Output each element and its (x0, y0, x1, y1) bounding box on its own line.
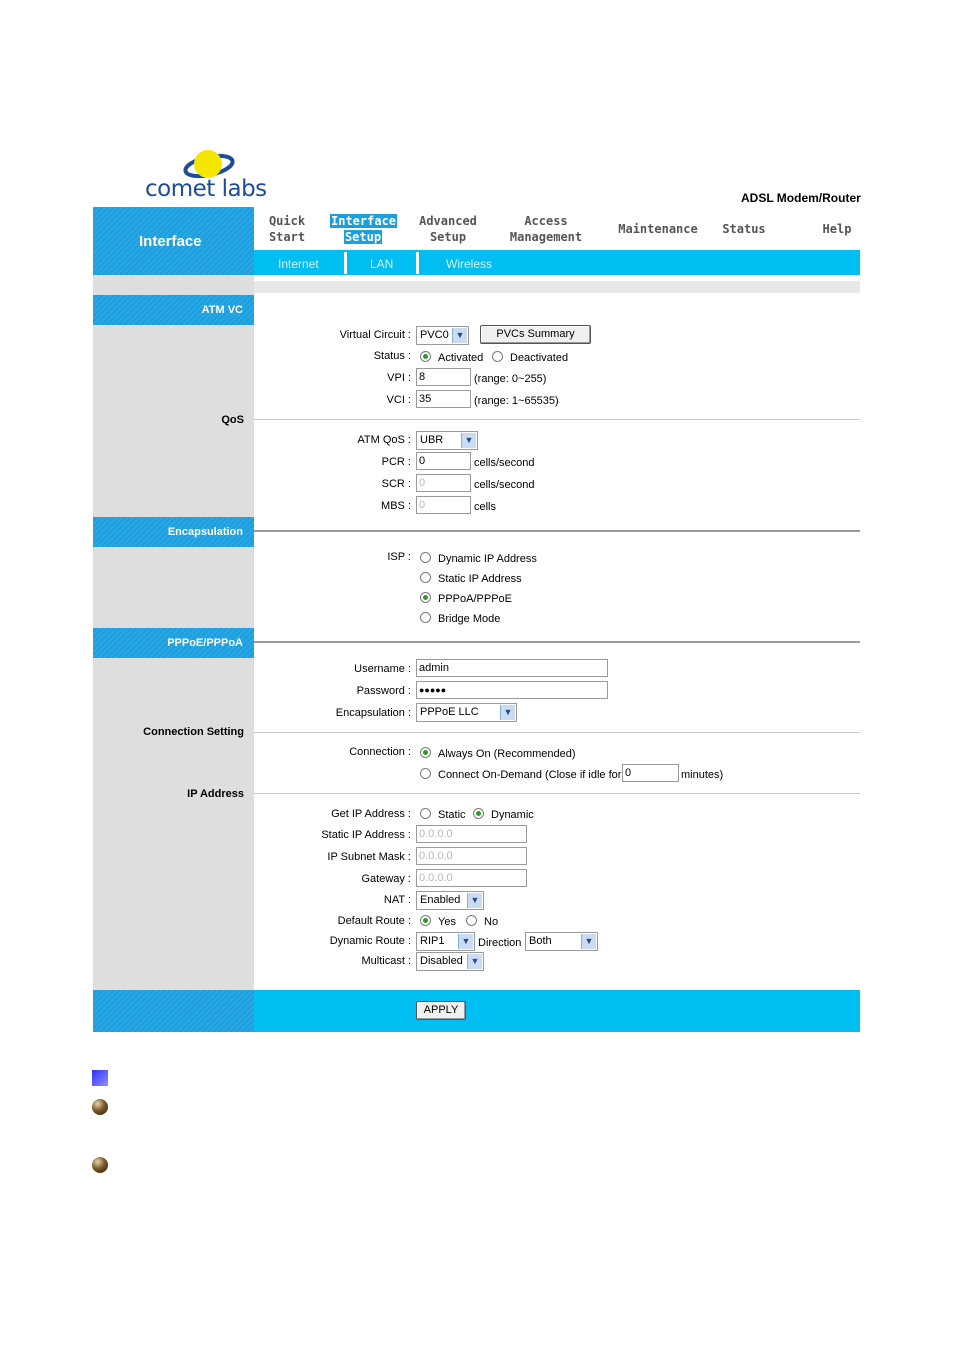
static-ip-label: Static IP Address : (321, 829, 411, 841)
subnet-mask-input[interactable]: 0.0.0.0 (416, 847, 527, 865)
dynamic-route-select[interactable]: RIP1 ▼ (416, 932, 475, 951)
section-ip-address-label: IP Address (187, 788, 244, 800)
vci-range: (range: 1~65535) (474, 395, 559, 407)
connection-label: Connection : (349, 746, 411, 758)
footer-bar (254, 990, 860, 1032)
default-route-label: Default Route : (337, 915, 411, 927)
vci-input[interactable]: 35 (416, 390, 471, 408)
multicast-label: Multicast : (361, 955, 411, 967)
mbs-label: MBS : (381, 500, 411, 512)
always-on-radio[interactable] (420, 747, 431, 758)
apply-button[interactable]: APPLY (416, 1001, 466, 1020)
gateway-input[interactable]: 0.0.0.0 (416, 869, 527, 887)
ip-static-label: Static (438, 809, 466, 821)
ip-dynamic-label: Dynamic (491, 809, 534, 821)
chevron-down-icon: ▼ (581, 934, 596, 949)
isp-static-radio[interactable] (420, 572, 431, 583)
chevron-down-icon: ▼ (467, 893, 482, 908)
status-activated-label: Activated (438, 352, 484, 364)
bronze-ball-bullet-icon (92, 1157, 108, 1173)
dynamic-route-label: Dynamic Route : (329, 935, 411, 947)
submenu-lan[interactable]: LAN (370, 257, 394, 271)
mbs-unit: cells (474, 501, 497, 513)
isp-pppoe-label: PPPoA/PPPoE (438, 593, 512, 605)
multicast-select[interactable]: Disabled ▼ (416, 952, 484, 971)
status-activated-radio[interactable] (420, 351, 431, 362)
username-label: Username : (354, 663, 411, 675)
isp-pppoe-radio[interactable] (420, 592, 431, 603)
encapsulation-select[interactable]: PPPoE LLC ▼ (416, 703, 517, 722)
chevron-down-icon: ▼ (500, 705, 515, 720)
nat-label: NAT : (383, 894, 411, 906)
status-deactivated-label: Deactivated (510, 352, 569, 364)
status-deactivated-radio[interactable] (492, 351, 503, 362)
menu-status[interactable]: Status (722, 222, 766, 236)
isp-label: ISP : (387, 551, 411, 563)
static-ip-input[interactable]: 0.0.0.0 (416, 825, 527, 843)
default-route-no-radio[interactable] (466, 915, 477, 926)
section-pppoe: PPPoE/PPPoA (93, 628, 254, 658)
sidebar-title: Interface (139, 233, 202, 250)
chevron-down-icon: ▼ (467, 954, 482, 969)
direction-label: Direction (478, 937, 522, 949)
pcr-input[interactable]: 0 (416, 452, 471, 470)
encapsulation-label: Encapsulation : (335, 707, 411, 719)
submenu-internet[interactable]: Internet (278, 257, 319, 271)
menu-help[interactable]: Help (822, 222, 852, 236)
bronze-ball-bullet-icon (92, 1099, 108, 1115)
isp-dynamic-label: Dynamic IP Address (438, 553, 537, 565)
vpi-label: VPI : (387, 372, 411, 384)
default-route-no-label: No (484, 916, 499, 928)
product-name: ADSL Modem/Router (741, 191, 861, 205)
isp-static-label: Static IP Address (438, 573, 522, 585)
password-input[interactable]: ●●●●● (416, 681, 608, 699)
status-label: Status : (373, 350, 411, 362)
mbs-input[interactable]: 0 (416, 496, 471, 514)
pvcs-summary-button[interactable]: PVCs Summary (480, 325, 591, 344)
isp-bridge-radio[interactable] (420, 612, 431, 623)
default-route-yes-radio[interactable] (420, 915, 431, 926)
minutes-label: minutes) (681, 769, 724, 781)
pcr-unit: cells/second (474, 457, 535, 469)
menu-access-management[interactable]: Access Management (509, 214, 583, 244)
chevron-down-icon: ▼ (458, 934, 473, 949)
section-atm-vc: ATM VC (93, 295, 254, 325)
chevron-down-icon: ▼ (452, 328, 467, 343)
vpi-range: (range: 0~255) (474, 373, 547, 385)
divider (254, 732, 860, 733)
default-route-yes-label: Yes (438, 916, 456, 928)
menu-maintenance[interactable]: Maintenance (618, 222, 698, 236)
divider (254, 419, 860, 420)
atm-qos-select[interactable]: UBR ▼ (416, 431, 478, 450)
submenu-divider (344, 252, 347, 274)
divider (254, 641, 860, 643)
nat-select[interactable]: Enabled ▼ (416, 891, 484, 910)
footer-left (93, 990, 254, 1032)
virtual-circuit-select[interactable]: PVC0 ▼ (416, 326, 469, 345)
on-demand-label: Connect On-Demand (Close if idle for (438, 769, 622, 781)
chevron-down-icon: ▼ (461, 433, 476, 448)
password-label: Password : (356, 685, 411, 697)
section-connection-setting-label: Connection Setting (143, 726, 244, 738)
vpi-input[interactable]: 8 (416, 368, 471, 386)
username-input[interactable]: admin (416, 659, 608, 677)
get-ip-label: Get IP Address : (331, 808, 411, 820)
menu-advanced-setup[interactable]: Advanced Setup (419, 214, 477, 244)
pcr-label: PCR : (381, 456, 411, 468)
scr-unit: cells/second (474, 479, 535, 491)
divider (254, 530, 860, 532)
isp-dynamic-radio[interactable] (420, 552, 431, 563)
ip-dynamic-radio[interactable] (473, 808, 484, 819)
atm-qos-label: ATM QoS : (357, 434, 411, 446)
direction-select[interactable]: Both ▼ (525, 932, 598, 951)
scr-input[interactable]: 0 (416, 474, 471, 492)
always-on-label: Always On (Recommended) (438, 748, 576, 760)
blue-square-bullet-icon (92, 1070, 108, 1086)
ip-static-radio[interactable] (420, 808, 431, 819)
idle-time-input[interactable]: 0 (622, 764, 679, 782)
virtual-circuit-label: Virtual Circuit : (339, 329, 411, 341)
submenu-wireless[interactable]: Wireless (446, 257, 493, 271)
gateway-label: Gateway : (361, 873, 411, 885)
logo-text: comet labs (145, 176, 267, 202)
submenu-divider (416, 252, 419, 274)
vci-label: VCI : (386, 394, 411, 406)
on-demand-radio[interactable] (420, 768, 431, 779)
header-strip (254, 281, 860, 293)
menu-interface-setup[interactable]: Interface Setup (331, 214, 397, 244)
section-encapsulation: Encapsulation (93, 517, 254, 547)
scr-label: SCR : (381, 478, 411, 490)
subnet-mask-label: IP Subnet Mask : (327, 851, 411, 863)
divider (254, 793, 860, 794)
sidebar-background (93, 207, 254, 1032)
isp-bridge-label: Bridge Mode (438, 613, 501, 625)
section-qos-label: QoS (221, 414, 244, 426)
menu-quick-start[interactable]: Quick Start (268, 214, 306, 244)
